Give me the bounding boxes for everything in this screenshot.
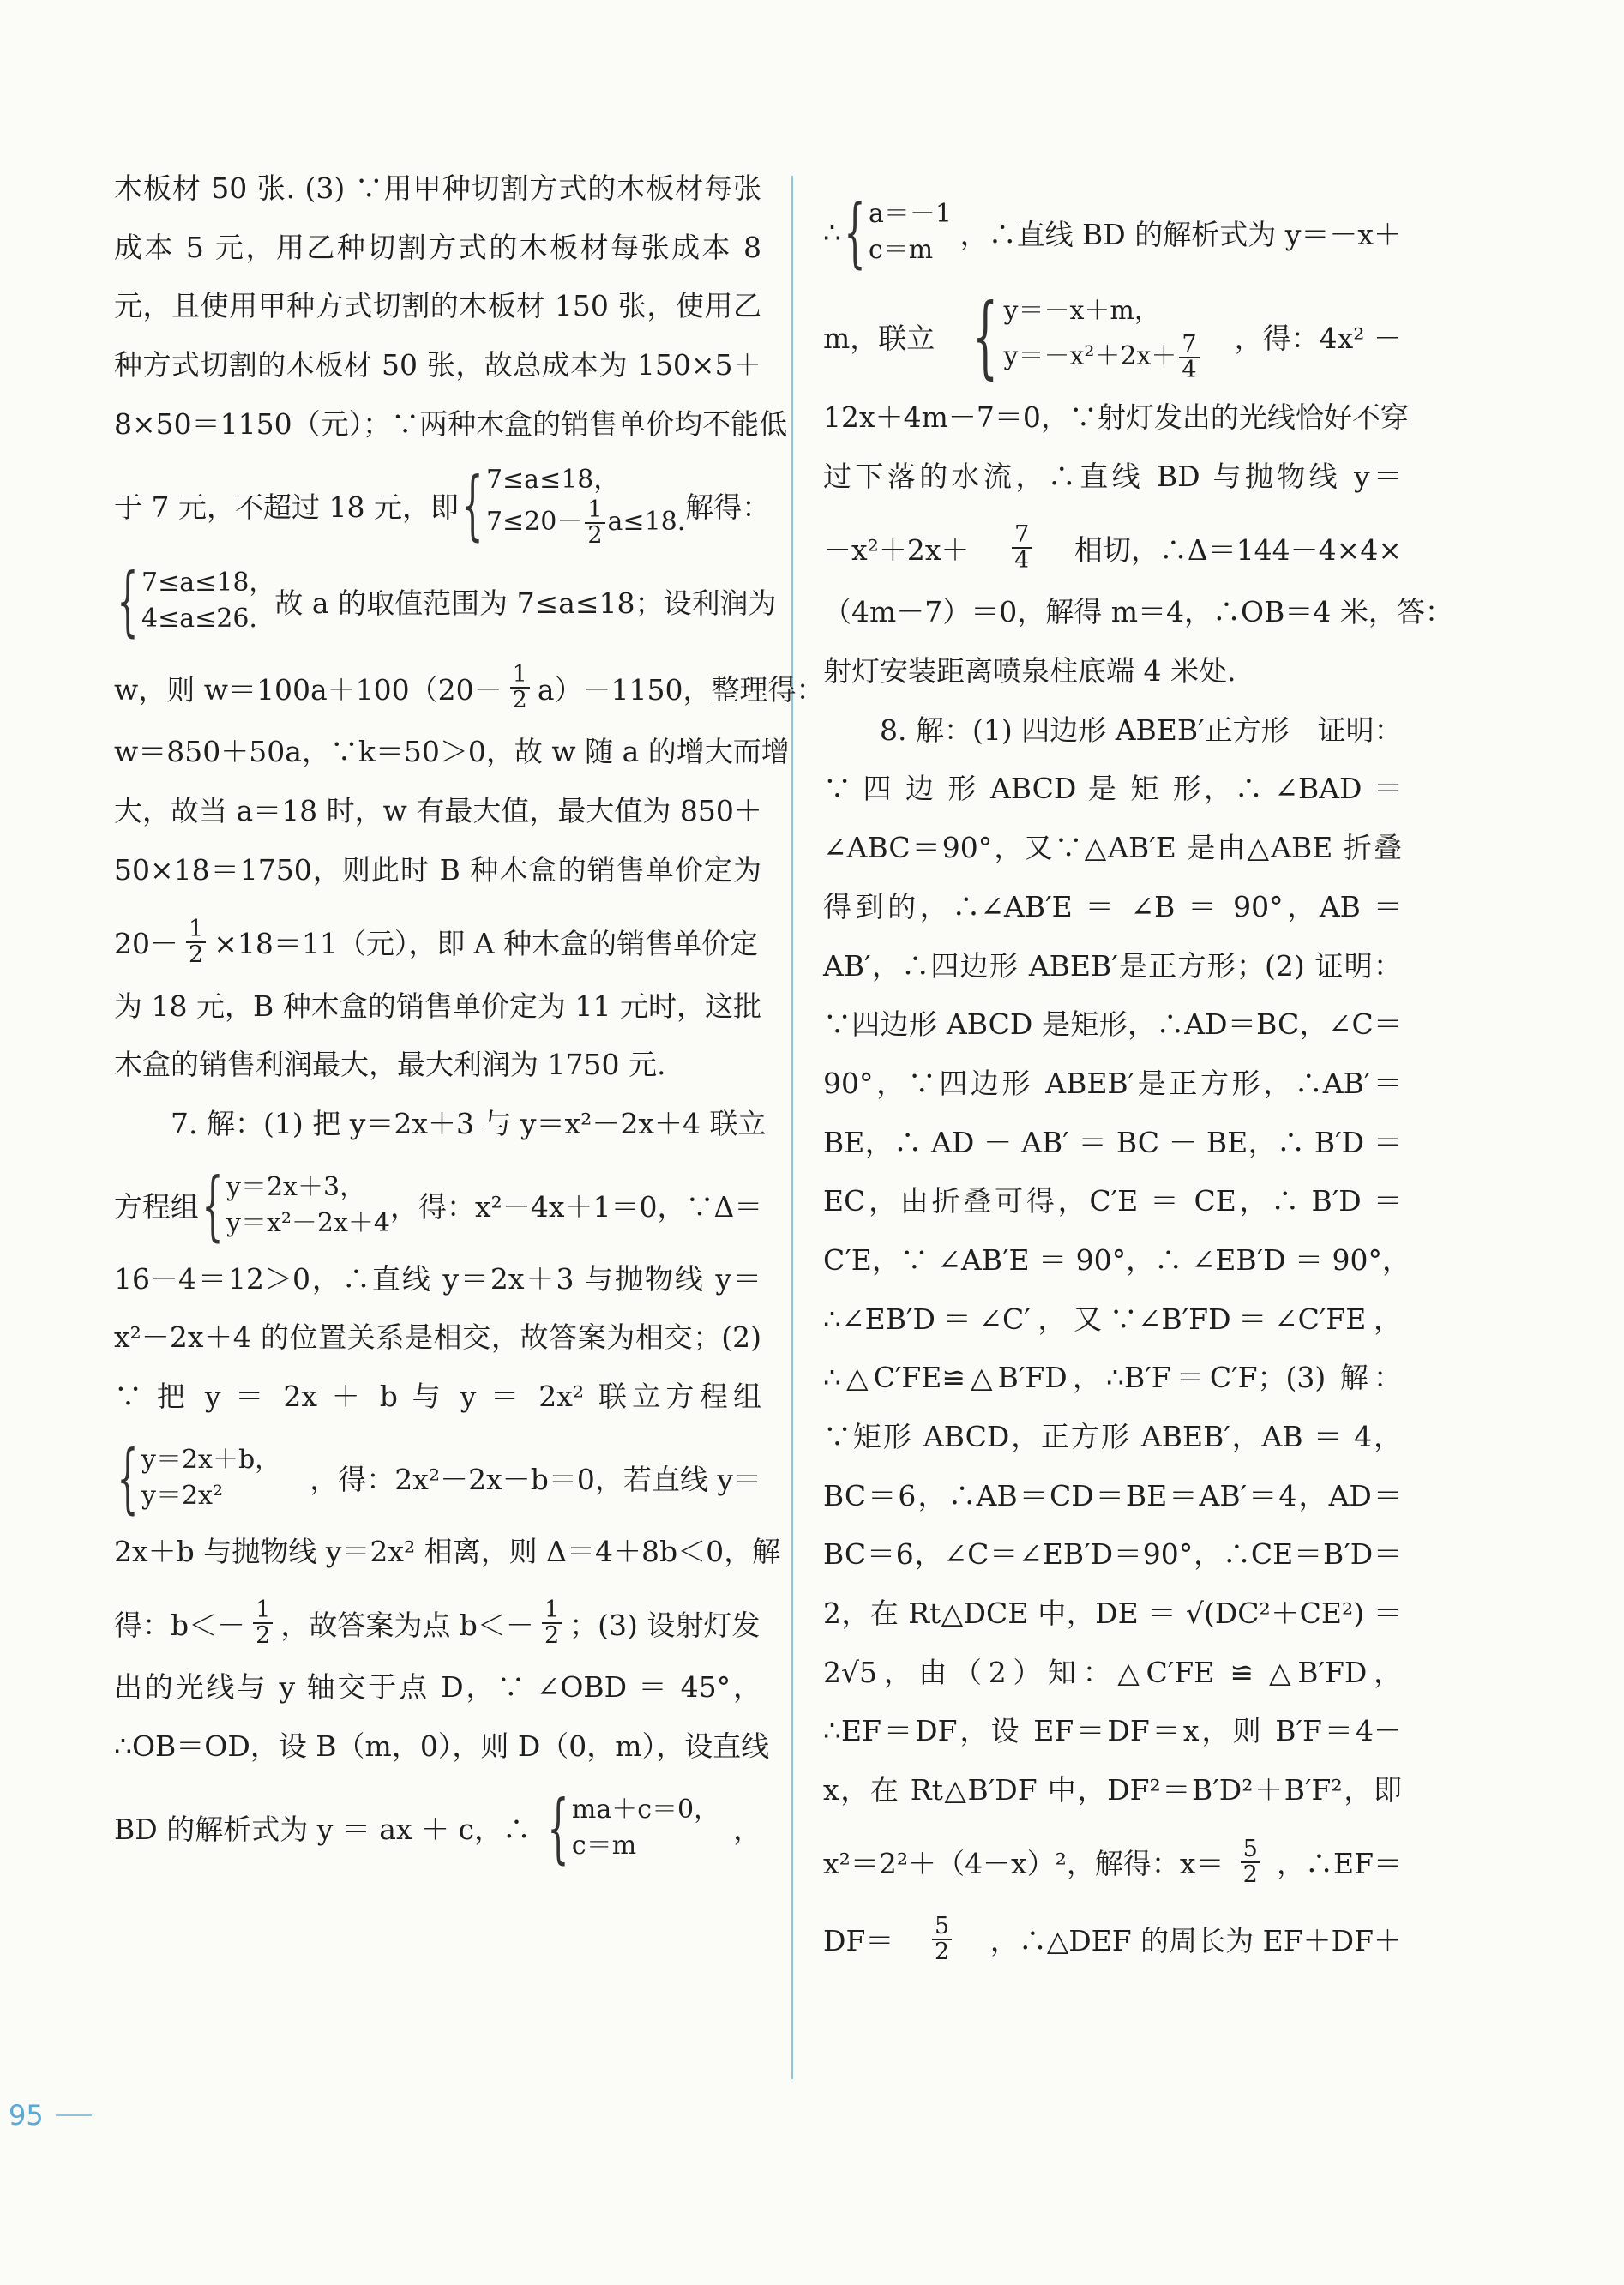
formula-line — [114, 912, 761, 972]
equation-system-line — [114, 1160, 763, 1249]
fraction: $\frac{5}{2}$ — [1241, 1837, 1260, 1887]
text-line: 16－4＝12＞0，∴直线 y＝2x＋3 与抛物线 y＝ — [114, 1261, 761, 1296]
fraction: $\frac{1}{2}$ — [253, 1598, 273, 1648]
text-line: 为 18 元，B 种木盒的销售单价定为 11 元时，这批 — [114, 989, 761, 1023]
equation-system — [114, 556, 275, 646]
text-segment: 解得： — [685, 490, 771, 524]
text-segment: ， — [732, 1813, 761, 1847]
text-line: 2，在 Rt△DCE 中，DE ＝ √(DC²＋CE²) ＝ — [823, 1596, 1402, 1631]
text-line: BC＝6，∴AB＝CD＝BE＝AB′＝4，AD＝ — [823, 1478, 1402, 1512]
brace: { — [547, 1783, 569, 1872]
text-segment: ，∴EF＝ — [1276, 1847, 1402, 1881]
text-line: w＝850＋50a，∵k＝50＞0，故 w 随 a 的增大而增 — [114, 735, 790, 769]
text-segment: ，得：4x² － — [1234, 321, 1402, 355]
text-segment: ，∴△DEF 的周长为 EF＋DF＋ — [989, 1924, 1402, 1958]
text-line: 出的光线与 y 轴交于点 D，∵ ∠OBD ＝ 45°， — [114, 1670, 761, 1705]
text-line: BC＝6，∠C＝∠EB′D＝90°，∴CE＝B′D＝ — [823, 1537, 1402, 1572]
text-segment: 20－ — [114, 927, 178, 960]
text-line: ∵ 四 边 形 ABCD 是 矩 形，∴ ∠BAD ＝ — [823, 772, 1402, 806]
text-segment: 相切，∴Δ＝144－4×4× — [1074, 532, 1402, 567]
text-segment: 方程组 — [114, 1190, 199, 1224]
system-row: 7≤a≤18， — [485, 465, 620, 496]
text-line: 木盒的销售利润最大，最大利润为 1750 元. — [114, 1048, 666, 1082]
text-segment: m，联立 — [823, 321, 935, 355]
formula-line — [114, 1593, 761, 1653]
formula-line — [823, 1832, 1402, 1892]
equation-system — [823, 188, 952, 276]
right-column — [823, 188, 1453, 1987]
fraction: $\frac{7}{4}$ — [1179, 333, 1199, 382]
text-line: 元，且使用甲种方式切割的木板材 150 张，使用乙 — [114, 289, 761, 323]
system-row: y＝－x²＋2x＋ $\frac{7}{4}$ — [1004, 333, 1202, 382]
text-segment: －x²＋2x＋ — [823, 532, 970, 567]
system-row: c＝m — [869, 235, 934, 265]
text-segment: ；(3) 设射灯发 — [569, 1608, 761, 1642]
text-line: 种方式切割的木板材 50 张，故总成本为 150×5＋ — [114, 348, 761, 382]
system-row: c＝m — [571, 1830, 637, 1861]
text-line: 木板材 50 张. (3) ∵用甲种切割方式的木板材每张 — [114, 171, 761, 205]
fraction: $\frac{7}{4}$ — [1012, 523, 1032, 573]
text-segment: 得：b＜－ — [114, 1608, 246, 1642]
system-row: ma＋c＝0， — [571, 1794, 720, 1825]
equation-system — [544, 1783, 720, 1872]
equation-system — [199, 1160, 390, 1249]
text-line: AB′，∴四边形 ABEB′是正方形；(2) 证明： — [823, 948, 1402, 983]
text-line: （4m－7）＝0，解得 m＝4，∴OB＝4 米，答： — [823, 595, 1453, 629]
text-line: ∴OB＝OD，设 B（m，0），则 D（0，m），设直线 — [114, 1729, 770, 1763]
text-segment: ，故答案为点 b＜－ — [280, 1608, 534, 1642]
text-segment: 故 a 的取值范围为 7≤a≤18；设利润为 — [274, 586, 777, 620]
text-segment: a）－1150，整理得： — [537, 672, 825, 707]
fraction: $\frac{1}{2}$ — [186, 917, 206, 967]
text-line: 12x＋4m－7＝0，∵射灯发出的光线恰好不穿 — [823, 400, 1409, 434]
formula-line — [114, 658, 825, 718]
text-segment: 于 7 元，不超过 18 元，即 — [114, 490, 459, 524]
text-line: ∴EF＝DF，设 EF＝DF＝x，则 B′F＝4－ — [823, 1714, 1402, 1748]
text-line: 8×50＝1150（元）；∵两种木盒的销售单价均不能低 — [114, 406, 788, 441]
system-row: y＝x²－2x＋4 — [226, 1207, 390, 1238]
text-segment: ，∴直线 BD 的解析式为 y＝－x＋ — [959, 217, 1402, 251]
page-number: 95 — [9, 2099, 44, 2132]
formula-line — [823, 518, 1402, 578]
text-line: 50×18＝1750，则此时 B 种木盒的销售单价定为 — [114, 852, 761, 887]
system-row: y＝2x＋b， — [141, 1444, 281, 1475]
text-line: 2x＋b 与抛物线 y＝2x² 相离，则 Δ＝4＋8b＜0，解 — [114, 1534, 781, 1568]
system-row: y＝2x＋3， — [226, 1171, 366, 1202]
equation-system-line — [823, 188, 1402, 276]
text-segment: ，得：x²－4x＋1＝0，∵Δ＝ — [390, 1190, 763, 1224]
text-line: 8. 解：(1) 四边形 ABEB′正方形 证明： — [880, 713, 1403, 747]
system-row: 4≤a≤26. — [141, 604, 257, 634]
formula-line — [823, 1909, 1402, 1969]
text-segment: w，则 w＝100a＋100（20－ — [114, 672, 502, 707]
page-number-rule — [56, 2114, 92, 2116]
text-line: ∵ 把 y ＝ 2x ＋ b 与 y ＝ 2x² 联立方程组 — [114, 1379, 761, 1413]
text-segment: ∴ — [823, 215, 841, 250]
text-line: 90°，∵四边形 ABEB′是正方形，∴AB′＝ — [823, 1066, 1402, 1100]
text-line: ∵四边形 ABCD 是矩形，∴AD＝BC，∠C＝ — [823, 1007, 1402, 1042]
brace: { — [117, 1433, 139, 1522]
text-line: BE，∴ AD － AB′ ＝ BC － BE，∴ B′D ＝ — [823, 1125, 1402, 1159]
text-segment: BD 的解析式为 y ＝ ax ＋ c，∴ — [114, 1813, 532, 1847]
text-line: 大，故当 a＝18 时，w 有最大值，最大值为 850＋ — [114, 794, 762, 828]
brace: { — [117, 556, 139, 646]
equation-system-line — [114, 1433, 761, 1522]
text-line: 过下落的水流，∴直线 BD 与抛物线 y＝ — [823, 459, 1402, 493]
system-row: y＝2x² — [141, 1480, 223, 1511]
text-line: 7. 解：(1) 把 y＝2x＋3 与 y＝x²－2x＋4 联立 — [171, 1106, 767, 1140]
text-segment: DF＝ — [823, 1924, 894, 1958]
text-line: 得到的，∴∠AB′E ＝ ∠B ＝ 90°，AB ＝ — [823, 889, 1402, 923]
system-row: 7≤a≤18， — [141, 568, 275, 598]
text-line: C′E，∵ ∠AB′E ＝ 90°，∴ ∠EB′D ＝ 90°， — [823, 1242, 1411, 1277]
text-line: ∴△C′FE≌△B′FD，∴B′F＝C′F；(3) 解： — [823, 1361, 1402, 1395]
fraction: $\frac{5}{2}$ — [932, 1915, 952, 1964]
text-line: ∠ABC＝90°，又∵△AB′E 是由△ABE 折叠 — [823, 831, 1402, 865]
equation-system — [459, 462, 685, 548]
system-row: a＝－1 — [869, 199, 952, 229]
column-divider — [791, 176, 793, 2079]
equation-system — [114, 1433, 281, 1522]
fraction: $\frac{1}{2}$ — [510, 663, 530, 713]
equation-system — [967, 284, 1201, 388]
inequality-system-line — [114, 556, 777, 646]
brace: { — [201, 1160, 224, 1249]
text-line: ∵矩形 ABCD，正方形 ABEB′，AB ＝ 4， — [823, 1420, 1402, 1453]
text-line: 成本 5 元，用乙种切割方式的木板材每张成本 8 — [114, 230, 761, 264]
brace: { — [844, 188, 866, 276]
text-line: 2√5，由（2）知：△C′FE ≌ △B′FD， — [823, 1655, 1402, 1689]
text-segment: ，得：2x²－2x－b＝0，若直线 y＝ — [310, 1463, 761, 1497]
inequality-system-line — [114, 460, 771, 550]
text-line: EC，由折叠可得，C′E ＝ CE，∴ B′D ＝ — [823, 1184, 1402, 1218]
fraction: $\frac{1}{2}$ — [542, 1598, 562, 1648]
text-segment: ×18＝11（元），即 A 种木盒的销售单价定 — [214, 927, 759, 960]
text-line: x²－2x＋4 的位置关系是相交，故答案为相交；(2) — [114, 1320, 761, 1355]
equation-system-line — [114, 1783, 761, 1872]
equation-system-line — [823, 284, 1402, 388]
left-column — [114, 171, 825, 1885]
system-row: 7≤20－ $\frac{1}{2}$ a≤18. — [485, 496, 686, 550]
text-segment: x²＝2²＋（4－x）²，解得：x＝ — [823, 1847, 1224, 1881]
text-line: 射灯安装距离喷泉柱底端 4 米处. — [823, 654, 1236, 689]
text-line: ∴∠EB′D＝∠C′，又∵∠B′FD＝∠C′FE， — [823, 1302, 1402, 1336]
fraction: $\frac{1}{2}$ — [585, 498, 604, 548]
brace: { — [972, 284, 999, 388]
brace: { — [461, 460, 484, 550]
system-row: y＝－x＋m， — [1003, 296, 1160, 326]
text-line: x，在 Rt△B′DF 中，DF²＝B′D²＋B′F²，即 — [823, 1773, 1402, 1807]
